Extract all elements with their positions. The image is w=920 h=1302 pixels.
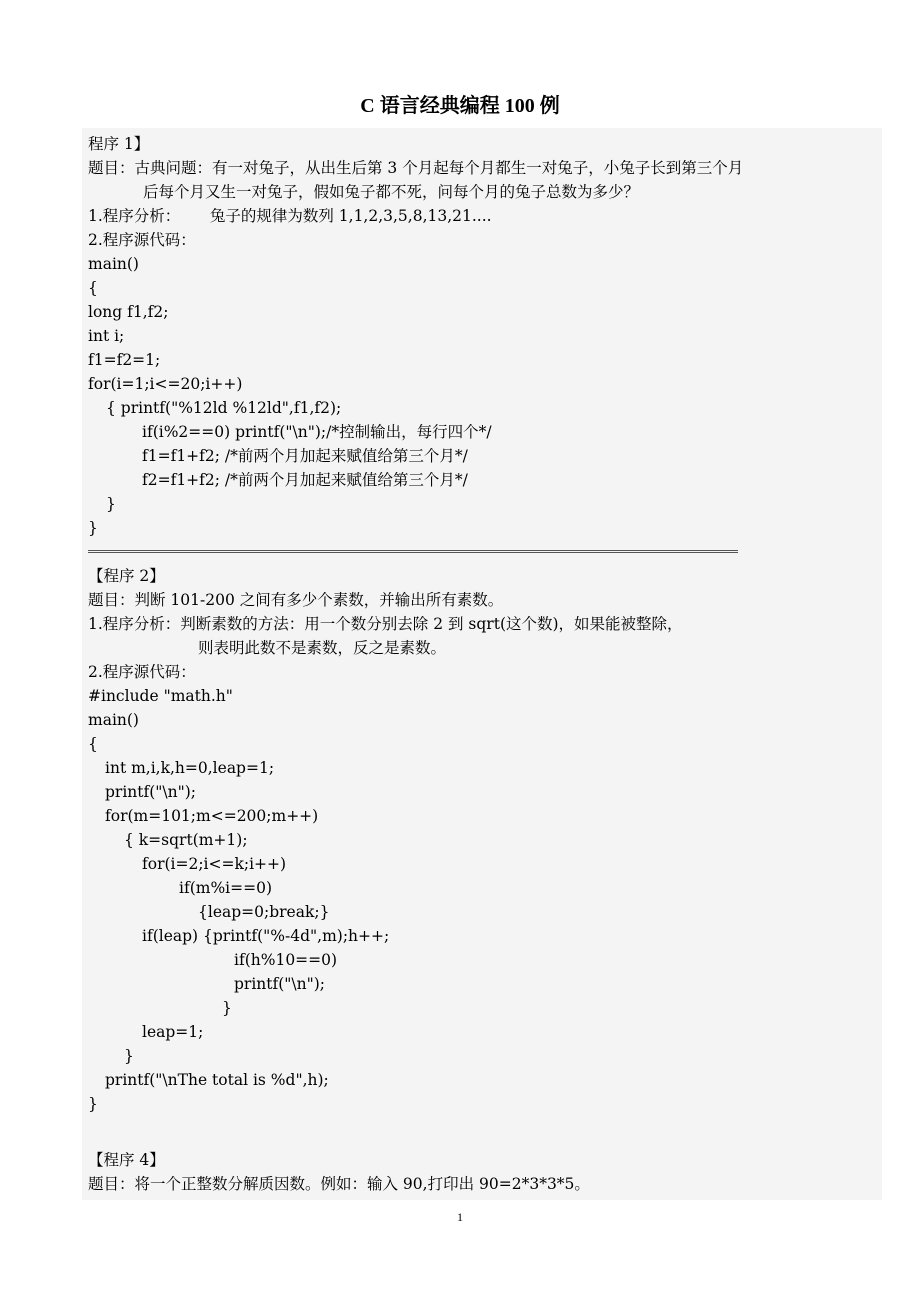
code-line: leap=1;	[142, 1023, 204, 1041]
code-line: printf("\nThe total is %d",h);	[105, 1071, 329, 1089]
code-line: f2=f1+f2; /*前两个月加起来赋值给第三个月*/	[142, 471, 468, 489]
code-line: }	[222, 999, 232, 1017]
code-line: #include "math.h"	[88, 687, 233, 705]
program-2-source-label: 2.程序源代码：	[88, 663, 196, 681]
program-1-header: 程序 1】	[88, 135, 150, 153]
program-4-question: 题目：将一个正整数分解质因数。例如：输入 90,打印出 90=2*3*3*5。	[88, 1175, 590, 1193]
code-line: int m,i,k,h=0,leap=1;	[105, 759, 275, 777]
document-body	[82, 128, 882, 1200]
code-line: printf("\n");	[234, 975, 326, 993]
code-line: main()	[88, 255, 139, 273]
code-line: }	[124, 1047, 134, 1065]
code-line: int i;	[88, 327, 125, 345]
code-line: f1=f1+f2; /*前两个月加起来赋值给第三个月*/	[142, 447, 468, 465]
code-line: if(m%i==0)	[179, 879, 273, 897]
code-line: }	[88, 519, 98, 537]
code-line: for(m=101;m<=200;m++)	[105, 807, 319, 825]
program-1-source-label: 2.程序源代码：	[88, 231, 196, 249]
code-line: {	[88, 735, 98, 753]
program-1-question: 题目：古典问题：有一对兔子，从出生后第 3 个月起每个月都生一对兔子，小兔子长到第三个月	[88, 159, 744, 177]
program-2-header: 【程序 2】	[88, 567, 165, 585]
program-2-question: 题目：判断 101-200 之间有多少个素数，并输出所有素数。	[88, 591, 504, 609]
code-line: printf("\n");	[105, 783, 197, 801]
program-4-header: 【程序 4】	[88, 1151, 165, 1169]
separator-line	[88, 550, 738, 561]
code-line: f1=f2=1;	[88, 351, 161, 369]
code-line: for(i=1;i<=20;i++)	[88, 375, 243, 393]
program-1-analysis: 1.程序分析： 兔子的规律为数列 1,1,2,3,5,8,13,21....	[88, 207, 492, 225]
code-line: if(h%10==0)	[234, 951, 338, 969]
code-line: { printf("%12ld %12ld",f1,f2);	[106, 399, 342, 417]
code-line: if(i%2==0) printf("\n");/*控制输出，每行四个*/	[142, 423, 492, 441]
code-line: }	[106, 495, 116, 513]
program-1-question-cont: 后每个月又生一对兔子，假如兔子都不死，问每个月的兔子总数为多少？	[143, 183, 640, 201]
code-line: }	[88, 1095, 98, 1113]
page-number: 1	[457, 1210, 463, 1224]
program-2-analysis-cont: 则表明此数不是素数，反之是素数。	[198, 639, 447, 657]
code-line: long f1,f2;	[88, 303, 169, 321]
code-line: main()	[88, 711, 139, 729]
code-line: {leap=0;break;}	[198, 903, 330, 921]
code-line: { k=sqrt(m+1);	[124, 831, 248, 849]
code-line: for(i=2;i<=k;i++)	[142, 855, 287, 873]
code-line: if(leap) {printf("%-4d",m);h++;	[142, 927, 390, 945]
document-title: C 语言经典编程 100 例	[360, 95, 560, 117]
code-line: {	[88, 279, 98, 297]
program-2-analysis: 1.程序分析：判断素数的方法：用一个数分别去除 2 到 sqrt(这个数)，如果能被整除，	[88, 615, 683, 633]
